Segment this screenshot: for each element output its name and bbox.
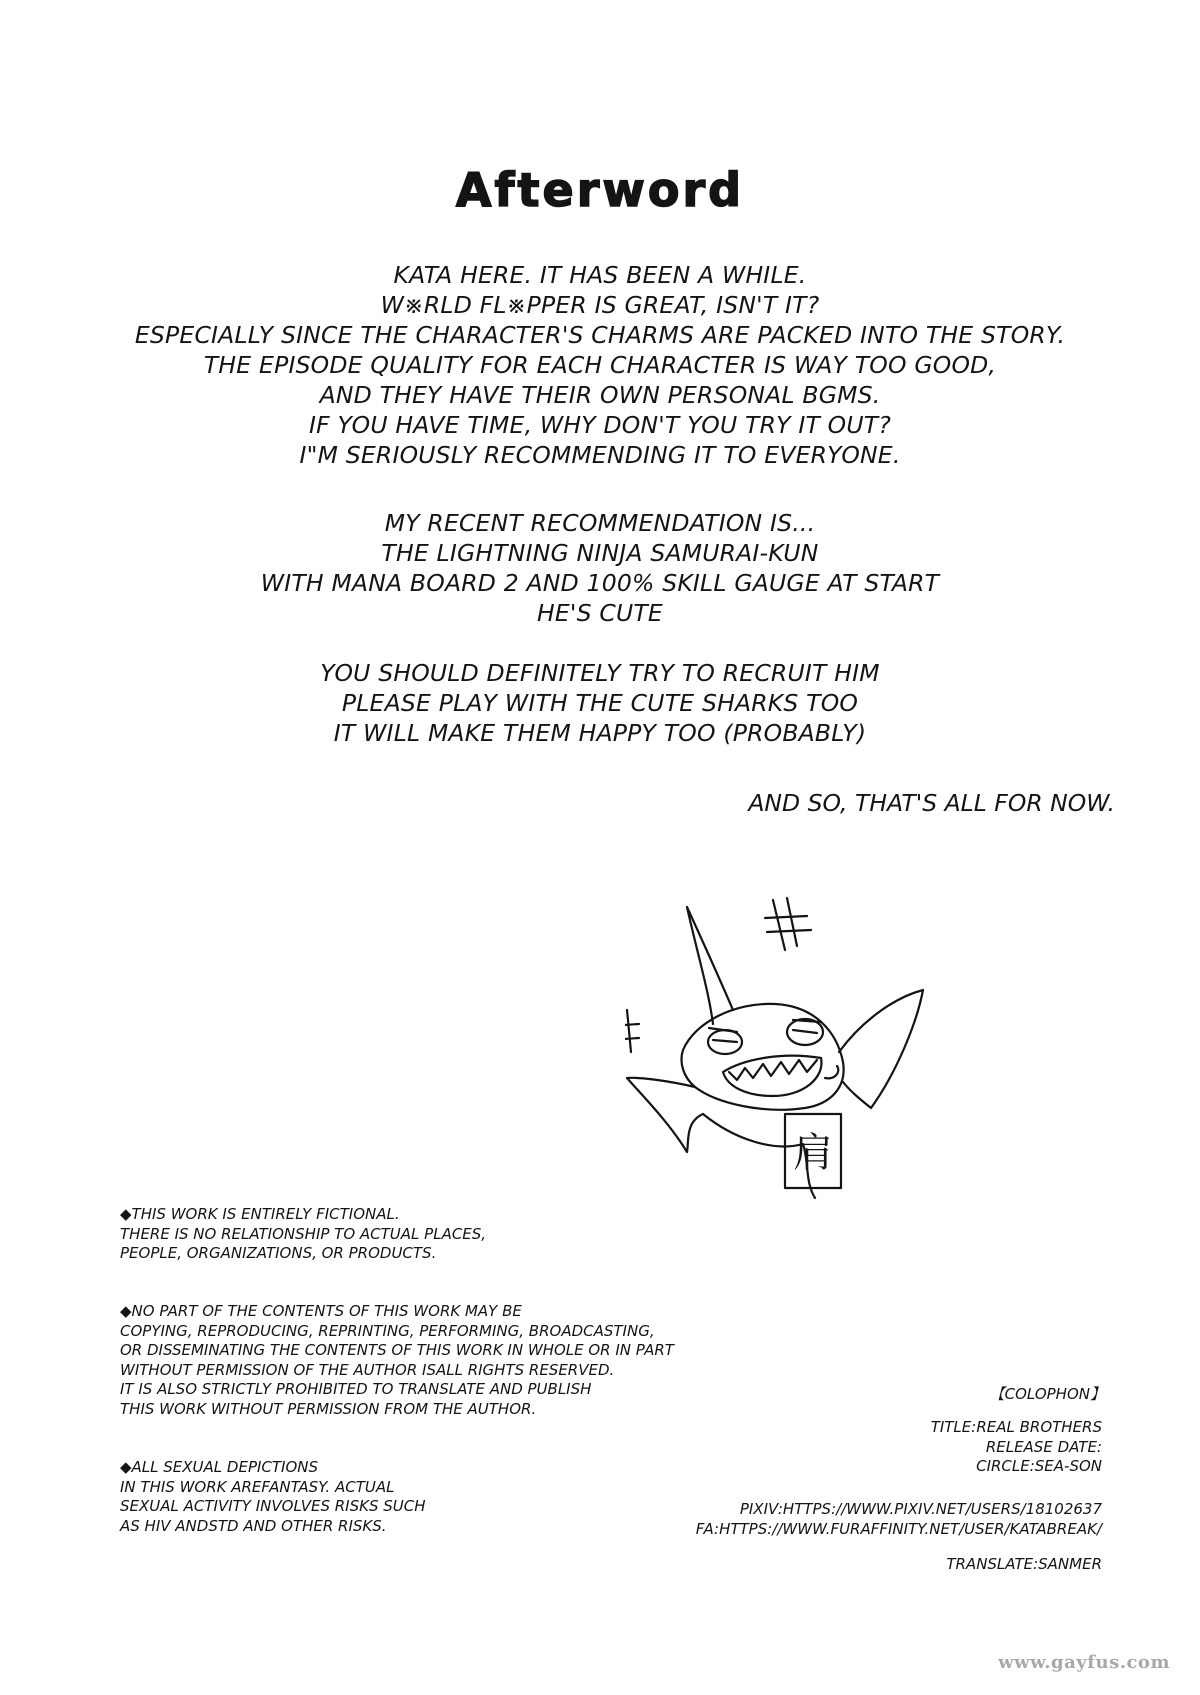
- notice-line: THERE IS NO RELATIONSHIP TO ACTUAL PLACES,: [120, 1224, 487, 1243]
- colophon-meta: [931, 1418, 1102, 1477]
- text-line: KATA HERE. IT HAS BEEN A WHILE.: [393, 261, 807, 289]
- pixiv-link[interactable]: PIXIV:HTTPS://WWW.PIXIV.NET/USERS/18102637: [739, 1500, 1102, 1518]
- text-line: THE LIGHTNING NINJA SAMURAI-KUN: [381, 539, 819, 567]
- recommendation-paragraph: [0, 508, 1200, 628]
- recruit-paragraph: [0, 658, 1200, 748]
- furaffinity-link[interactable]: FA:HTTPS://WWW.FURAFFINITY.NET/USER/KATABREAK/: [695, 1519, 1102, 1538]
- text-line: HE'S CUTE: [537, 599, 663, 627]
- colophon-circle: CIRCLE:SEA-SON: [976, 1457, 1102, 1475]
- text-line: I"M SERIOUSLY RECOMMENDING IT TO EVERYONE.: [299, 441, 901, 469]
- notice-line: ◆ALL SEXUAL DEPICTIONS: [120, 1458, 319, 1476]
- text-line: MY RECENT RECOMMENDATION IS...: [384, 509, 816, 537]
- colophon-title: TITLE:REAL BROTHERS: [930, 1418, 1102, 1436]
- notice-line: IN THIS WORK AREFANTASY. ACTUAL: [120, 1477, 395, 1496]
- text-line: AND THEY HAVE THEIR OWN PERSONAL BGMS.: [319, 381, 881, 409]
- notice-line: AS HIV ANDSTD AND OTHER RISKS.: [120, 1516, 387, 1535]
- shark-illustration: [625, 882, 945, 1212]
- notice-line: PEOPLE, ORGANIZATIONS, OR PRODUCTS.: [120, 1244, 437, 1262]
- rights-notice: [120, 1302, 674, 1419]
- text-line: THE EPISODE QUALITY FOR EACH CHARACTER IS WAY TOO GOOD,: [203, 351, 997, 379]
- text-line: YOU SHOULD DEFINITELY TRY TO RECRUIT HIM: [320, 659, 880, 687]
- text-line: WITH MANA BOARD 2 AND 100% SKILL GAUGE AT START: [260, 569, 940, 597]
- text-line: ESPECIALLY SINCE THE CHARACTER'S CHARMS ARE PACKED INTO THE STORY.: [134, 321, 1066, 349]
- notice-line: ◆THIS WORK IS ENTIRELY FICTIONAL.: [120, 1205, 400, 1223]
- notice-line: WITHOUT PERMISSION OF THE AUTHOR ISALL RIGHTS RESERVED.: [120, 1360, 615, 1379]
- site-watermark: www.gayfus.com: [998, 1652, 1170, 1673]
- notice-line: OR DISSEMINATING THE CONTENTS OF THIS WORK IN WHOLE OR IN PART: [120, 1341, 674, 1359]
- page-title: Afterword: [455, 163, 745, 217]
- signature-stamp: 肩: [793, 1130, 833, 1176]
- notice-line: THIS WORK WITHOUT PERMISSION FROM THE AUTHOR.: [120, 1399, 537, 1418]
- colophon-release-date: RELEASE DATE:: [985, 1437, 1102, 1456]
- outro-text: AND SO, THAT'S ALL FOR NOW.: [748, 789, 1115, 817]
- colophon-translator: TRANSLATE:SANMER: [946, 1555, 1102, 1573]
- colophon-heading: 【COLOPHON】: [989, 1385, 1105, 1403]
- text-line: IF YOU HAVE TIME, WHY DON'T YOU TRY IT OUT?: [308, 411, 892, 439]
- text-line: PLEASE PLAY WITH THE CUTE SHARKS TOO: [341, 689, 859, 717]
- colophon-links: [696, 1500, 1102, 1539]
- notice-line: IT IS ALSO STRICTLY PROHIBITED TO TRANSLATE AND PUBLISH: [120, 1380, 592, 1398]
- notice-line: SEXUAL ACTIVITY INVOLVES RISKS SUCH: [120, 1497, 426, 1515]
- notice-line: ◆NO PART OF THE CONTENTS OF THIS WORK MAY BE: [120, 1302, 522, 1320]
- notice-line: COPYING, REPRODUCING, REPRINTING, PERFORMING, BROADCASTING,: [120, 1321, 655, 1340]
- intro-paragraph: [0, 260, 1200, 470]
- sexual-content-notice: [120, 1458, 426, 1536]
- text-line: IT WILL MAKE THEM HAPPY TOO (PROBABLY): [333, 719, 867, 747]
- fiction-notice: [120, 1205, 486, 1264]
- text-line: W※RLD FL※PPER IS GREAT, ISN'T IT?: [380, 291, 820, 319]
